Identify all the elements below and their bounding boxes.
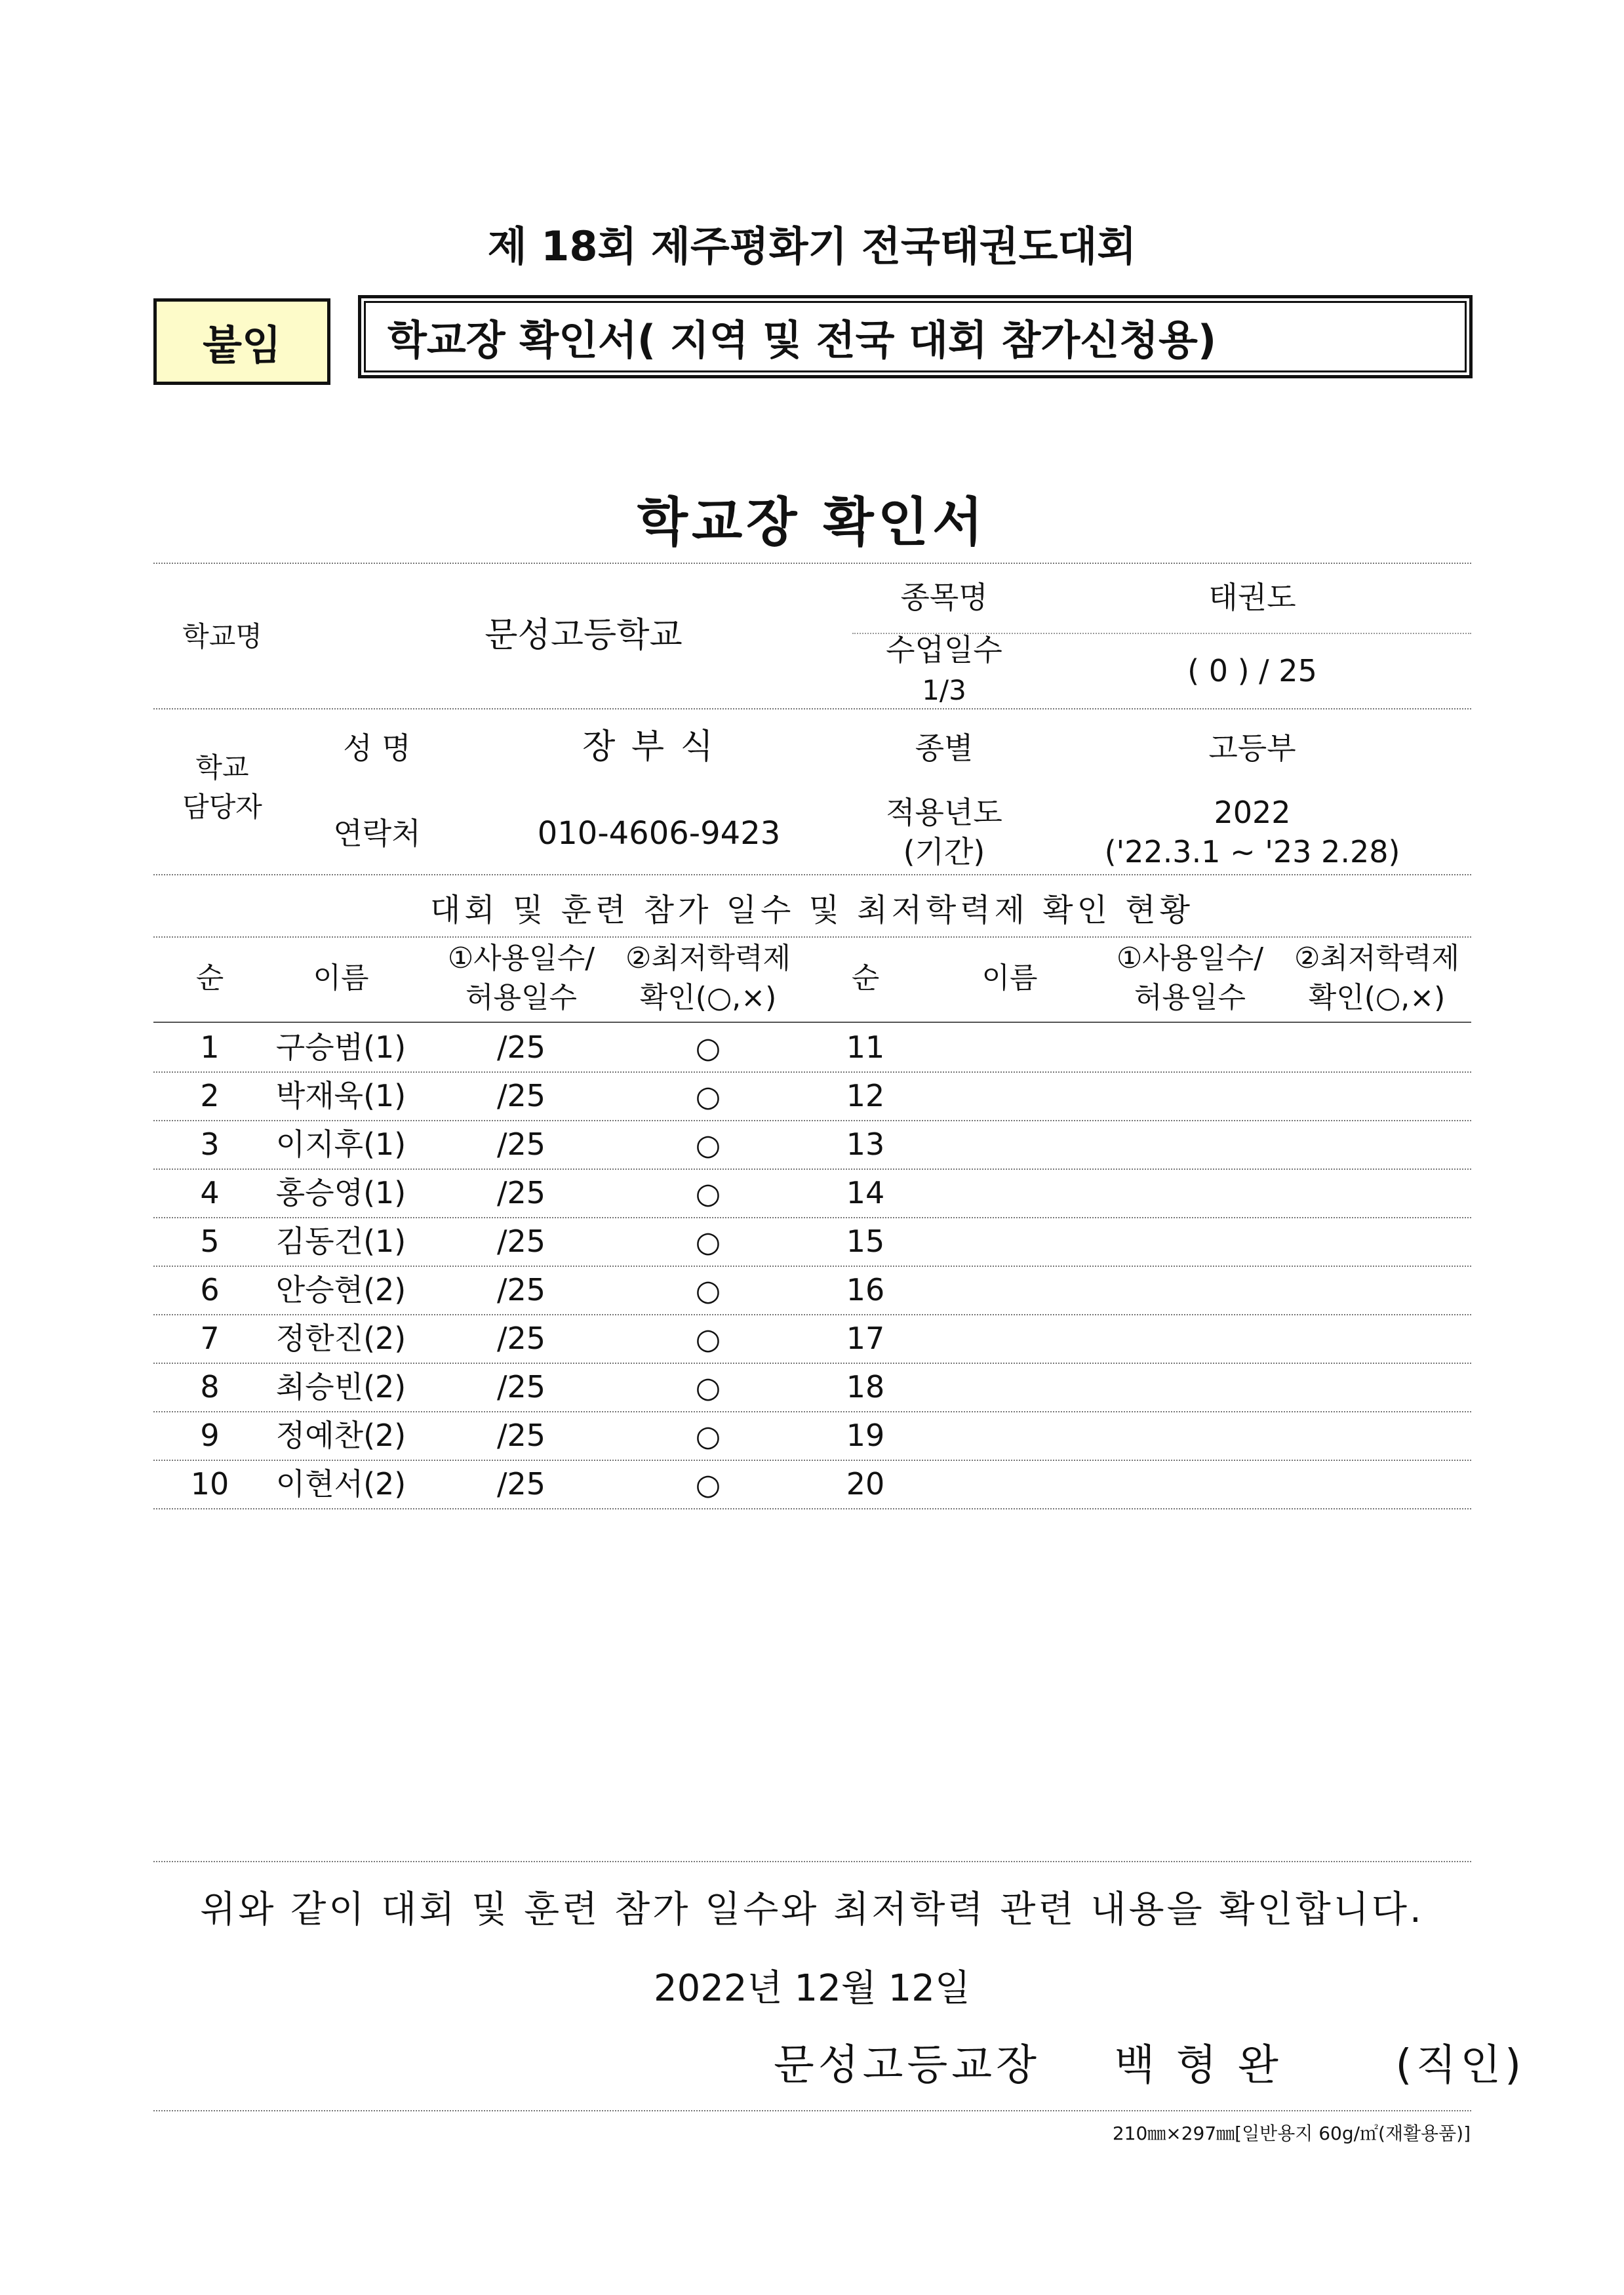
document-title: 학교장 확인서 <box>637 492 987 553</box>
check-circle-icon: ○ <box>695 1274 721 1307</box>
row-divider <box>153 1508 1471 1509</box>
class-days-value: ( 0 ) / 25 <box>1187 653 1317 688</box>
header-days-line1: ①사용일수/ <box>1116 942 1264 975</box>
row-days: /25 <box>496 1127 546 1162</box>
row-name: 박재욱(1) <box>275 1078 406 1113</box>
section-heading: 대회 및 훈련 참가 일수 및 최저학력제 확인 현황 <box>429 892 1195 928</box>
row-order: 16 <box>846 1272 885 1307</box>
row-name: 정예찬(2) <box>275 1418 406 1453</box>
row-order: 14 <box>846 1175 885 1210</box>
row-order: 2 <box>200 1078 220 1113</box>
row-days: /25 <box>496 1321 546 1356</box>
contact-label: 연락처 <box>333 816 421 851</box>
check-circle-icon: ○ <box>695 1468 721 1502</box>
school-label: 학교명 <box>182 620 262 652</box>
row-order: 17 <box>846 1321 885 1356</box>
row-name: 최승빈(2) <box>275 1369 406 1405</box>
header-check-line1: ②최저학력제 <box>1294 942 1459 975</box>
row-check <box>610 1217 806 1266</box>
divider <box>153 2110 1471 2111</box>
row-order: 3 <box>200 1127 220 1162</box>
issue-date: 2022년 12월 12일 <box>654 1967 970 2010</box>
header-order: 순 <box>851 961 880 995</box>
period-value: ('22.3.1 ~ '23 2.28) <box>1104 834 1400 869</box>
divider <box>153 874 1471 875</box>
header-name: 이름 <box>981 961 1038 995</box>
row-days: /25 <box>496 1078 546 1113</box>
category-label: 종별 <box>915 730 974 766</box>
row-check <box>610 1023 806 1071</box>
row-name: 구승범(1) <box>275 1029 406 1065</box>
class-days-fraction: 1/3 <box>922 674 966 706</box>
row-name: 정한진(2) <box>275 1321 406 1356</box>
row-check <box>610 1460 806 1508</box>
divider <box>153 936 1471 938</box>
row-days: /25 <box>496 1369 546 1405</box>
row-order: 18 <box>846 1369 885 1405</box>
row-order: 4 <box>200 1175 220 1210</box>
row-name: 이현서(2) <box>275 1466 406 1502</box>
principal-title: 문성고등교장 <box>774 2041 1040 2090</box>
row-order: 5 <box>200 1224 220 1259</box>
row-order: 11 <box>846 1029 885 1065</box>
check-circle-icon: ○ <box>695 1420 721 1453</box>
row-days: /25 <box>496 1272 546 1307</box>
row-order: 12 <box>846 1078 885 1113</box>
row-days: /25 <box>496 1175 546 1210</box>
row-name: 홍승영(1) <box>275 1175 406 1210</box>
name-label: 성 명 <box>343 730 411 766</box>
row-days: /25 <box>496 1029 546 1065</box>
header-order: 순 <box>195 961 224 995</box>
row-check <box>610 1168 806 1217</box>
row-check <box>610 1314 806 1363</box>
row-check <box>610 1071 806 1120</box>
check-circle-icon: ○ <box>695 1177 721 1210</box>
manager-label-2: 담당자 <box>182 791 262 823</box>
contact-value: 010-4606-9423 <box>537 815 781 852</box>
principal-line <box>774 2031 1525 2092</box>
check-circle-icon: ○ <box>695 1323 721 1356</box>
row-order: 19 <box>846 1418 885 1453</box>
event-title: 제 18회 제주평화기 전국태권도대회 <box>487 222 1137 270</box>
confirmation-statement: 위와 같이 대회 및 훈련 참가 일수와 최저학력 관련 내용을 확인합니다. <box>200 1888 1424 1931</box>
check-circle-icon: ○ <box>695 1226 721 1259</box>
divider <box>153 563 1471 564</box>
row-check <box>610 1363 806 1411</box>
row-name: 안승현(2) <box>275 1272 406 1307</box>
principal-name: 백 형 완 <box>1114 2041 1282 2090</box>
check-circle-icon: ○ <box>695 1128 721 1162</box>
row-days: /25 <box>496 1224 546 1259</box>
row-days: /25 <box>496 1418 546 1453</box>
row-name: 이지후(1) <box>275 1127 406 1162</box>
sport-label: 종목명 <box>900 580 988 615</box>
school-value: 문성고등학교 <box>485 616 683 655</box>
year-value: 2022 <box>1214 795 1291 830</box>
class-days-label: 수업일수 <box>886 632 1002 668</box>
manager-label-1: 학교 <box>195 751 249 784</box>
sport-value: 태권도 <box>1208 580 1296 615</box>
row-days: /25 <box>496 1466 546 1502</box>
row-order: 8 <box>200 1369 220 1405</box>
header-check-line1: ②최저학력제 <box>625 942 791 975</box>
row-check <box>610 1120 806 1168</box>
category-value: 고등부 <box>1208 730 1296 766</box>
check-circle-icon: ○ <box>695 1031 721 1065</box>
row-order: 10 <box>190 1466 229 1502</box>
row-order: 9 <box>200 1418 220 1453</box>
header-check-line2: 확인(○,×) <box>1308 981 1446 1014</box>
row-order: 7 <box>200 1321 220 1356</box>
year-label-sub: (기간) <box>903 834 985 869</box>
row-check <box>610 1266 806 1314</box>
attachment-label: 붙임 <box>153 298 330 385</box>
divider <box>153 708 1471 709</box>
row-order: 13 <box>846 1127 885 1162</box>
header-days-line1: ①사용일수/ <box>447 942 595 975</box>
row-order: 20 <box>846 1466 885 1502</box>
header-days-line2: 허용일수 <box>465 981 577 1014</box>
row-order: 15 <box>846 1224 885 1259</box>
header-check-line2: 확인(○,×) <box>639 981 777 1014</box>
header-days-line2: 허용일수 <box>1134 981 1246 1014</box>
divider <box>153 1861 1471 1862</box>
row-order: 6 <box>200 1272 220 1307</box>
header-name: 이름 <box>313 961 369 995</box>
name-value: 장 부 식 <box>582 727 716 767</box>
paper-note: 210㎜×297㎜[일반용지 60g/㎡(재활용품)] <box>1112 2123 1471 2144</box>
row-name: 김동건(1) <box>275 1224 406 1259</box>
seal-label: (직인) <box>1395 2041 1526 2090</box>
subtitle-text: 학교장 확인서( 지역 및 전국 대회 참가신청용) <box>387 316 1217 364</box>
row-order: 1 <box>200 1029 220 1065</box>
subtitle-box <box>358 295 1473 378</box>
check-circle-icon: ○ <box>695 1371 721 1405</box>
year-label: 적용년도 <box>886 795 1002 830</box>
check-circle-icon: ○ <box>695 1080 721 1113</box>
row-check <box>610 1411 806 1460</box>
